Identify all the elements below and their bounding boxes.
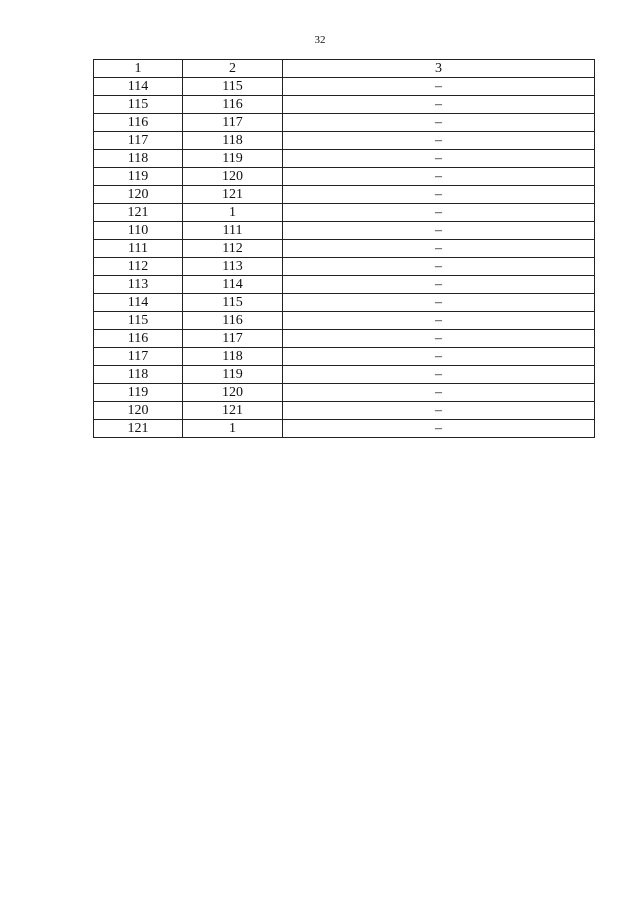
table-cell-col-2: 111 [183,222,283,240]
table-row [94,168,595,186]
table-cell-col-2: 115 [183,294,283,312]
table-cell-col-2: 1 [183,204,283,222]
table-cell-col-2: 116 [183,312,283,330]
table-cell-col-2: 117 [183,114,283,132]
table-row [94,366,595,384]
table-cell-col-2: 1 [183,420,283,438]
table-cell-col-3: – [283,312,595,330]
table-cell-col-3: – [283,222,595,240]
table-cell-col-1: 118 [94,150,183,168]
table-row [94,384,595,402]
table-row [94,132,595,150]
table-cell-col-2: 118 [183,348,283,366]
table-cell-col-3: – [283,294,595,312]
table-row [94,114,595,132]
table-cell-col-2: 114 [183,276,283,294]
table-cell-col-3: – [283,420,595,438]
table-row [94,402,595,420]
table-cell-col-1: 121 [94,204,183,222]
header-cell-1: 1 [94,60,183,78]
table-body [94,60,595,438]
table-cell-col-1: 111 [94,240,183,258]
table-cell-col-3: – [283,402,595,420]
table-cell-col-2: 112 [183,240,283,258]
table-cell-col-2: 120 [183,168,283,186]
table-row [94,276,595,294]
table-cell-col-1: 116 [94,114,183,132]
table-cell-col-2: 115 [183,78,283,96]
table-row [94,330,595,348]
table-cell-col-2: 121 [183,402,283,420]
table-cell-col-1: 119 [94,384,183,402]
table-row [94,420,595,438]
table-cell-col-1: 113 [94,276,183,294]
table-cell-col-3: – [283,78,595,96]
table-cell-col-1: 112 [94,258,183,276]
table-row [94,348,595,366]
table-cell-col-1: 116 [94,330,183,348]
table-row [94,186,595,204]
table-cell-col-2: 119 [183,366,283,384]
table-row [94,258,595,276]
table-cell-col-3: – [283,258,595,276]
data-table [93,59,595,438]
table-cell-col-3: – [283,132,595,150]
table-cell-col-3: – [283,204,595,222]
table-cell-col-1: 120 [94,402,183,420]
table-cell-col-3: – [283,330,595,348]
table-row [94,96,595,114]
table-cell-col-2: 113 [183,258,283,276]
table-row [94,78,595,96]
table-row [94,222,595,240]
table-cell-col-3: – [283,114,595,132]
table-cell-col-3: – [283,186,595,204]
table-cell-col-1: 120 [94,186,183,204]
table-cell-col-2: 116 [183,96,283,114]
table-cell-col-3: – [283,168,595,186]
page-number: 32 [314,34,326,46]
table-cell-col-3: – [283,384,595,402]
table-cell-col-1: 117 [94,132,183,150]
table-cell-col-1: 119 [94,168,183,186]
table-cell-col-1: 117 [94,348,183,366]
table-cell-col-2: 117 [183,330,283,348]
table-row [94,294,595,312]
table-cell-col-1: 114 [94,294,183,312]
header-cell-2: 2 [183,60,283,78]
table-cell-col-2: 120 [183,384,283,402]
table-cell-col-2: 121 [183,186,283,204]
table-row [94,240,595,258]
table-cell-col-1: 118 [94,366,183,384]
table-cell-col-1: 114 [94,78,183,96]
table-cell-col-3: – [283,96,595,114]
table-header-row [94,60,595,78]
table-row [94,312,595,330]
table-cell-col-3: – [283,366,595,384]
table-row [94,150,595,168]
table-cell-col-1: 115 [94,96,183,114]
table-cell-col-2: 118 [183,132,283,150]
table-cell-col-1: 121 [94,420,183,438]
table-cell-col-1: 115 [94,312,183,330]
table-row [94,204,595,222]
table-cell-col-3: – [283,240,595,258]
table-cell-col-1: 110 [94,222,183,240]
table-cell-col-3: – [283,348,595,366]
table-cell-col-3: – [283,150,595,168]
header-cell-3: 3 [283,60,595,78]
table-cell-col-2: 119 [183,150,283,168]
table-cell-col-3: – [283,276,595,294]
